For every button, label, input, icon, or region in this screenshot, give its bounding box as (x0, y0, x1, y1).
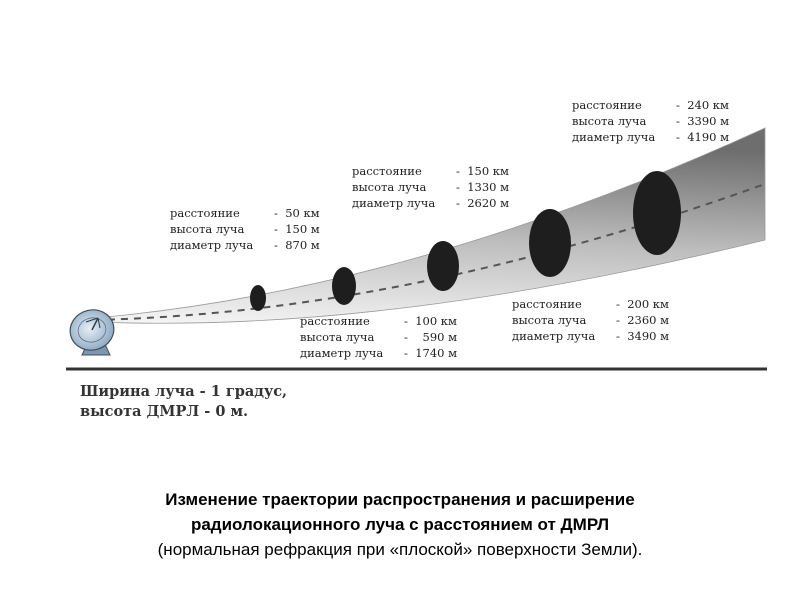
label-key: высота луча (170, 222, 245, 236)
label-block-240km (572, 97, 729, 145)
label-key: диаметр луча (300, 346, 384, 360)
label-block-50km (170, 205, 320, 253)
beam-section-150km (427, 241, 459, 291)
label-block-100km (300, 313, 457, 361)
label-key: расстояние (512, 297, 582, 311)
label-key: диаметр луча (352, 196, 436, 210)
caption-line: (нормальная рефракция при «плоской» поверхности Земли). (157, 540, 643, 559)
beam-section-240km (633, 171, 681, 255)
caption-line: радиолокационного луча с расстоянием от ДМРЛ (190, 515, 610, 534)
label-block-200km (512, 296, 669, 344)
label-value: - 1330 м (456, 180, 510, 194)
radar-antenna-icon (66, 305, 119, 355)
beam-note (80, 382, 287, 422)
label-value: - 100 км (404, 314, 457, 328)
beam-section-50km (250, 285, 266, 311)
beam-note-line: высота ДМРЛ - 0 м. (80, 403, 249, 420)
label-key: диаметр луча (572, 130, 656, 144)
caption-line: Изменение траектории распространения и расширение (165, 490, 635, 509)
label-value: - 150 км (456, 164, 509, 178)
label-value: - 1740 м (404, 346, 458, 360)
label-key: высота луча (512, 313, 587, 327)
label-value: - 3490 м (616, 329, 670, 343)
label-value: - 3390 м (676, 114, 730, 128)
beam-section-100km (332, 267, 356, 305)
label-key: расстояние (170, 206, 240, 220)
beam-note-line: Ширина луча - 1 градус, (80, 383, 288, 400)
label-value: - 2620 м (456, 196, 510, 210)
figure-caption (0, 487, 800, 562)
label-block-150km (352, 163, 509, 211)
label-key: высота луча (352, 180, 427, 194)
label-key: расстояние (572, 98, 642, 112)
label-key: высота луча (572, 114, 647, 128)
label-value: - 240 км (676, 98, 729, 112)
label-key: расстояние (352, 164, 422, 178)
label-value: - 4190 м (676, 130, 730, 144)
label-value: - 870 м (274, 238, 320, 252)
label-key: диаметр луча (512, 329, 596, 343)
label-value: - 2360 м (616, 313, 670, 327)
label-key: высота луча (300, 330, 375, 344)
beam-section-200km (529, 209, 571, 277)
label-value: - 590 м (404, 330, 458, 344)
label-key: диаметр луча (170, 238, 254, 252)
label-value: - 200 км (616, 297, 669, 311)
label-value: - 150 м (274, 222, 320, 236)
label-key: расстояние (300, 314, 370, 328)
label-value: - 50 км (274, 206, 320, 220)
